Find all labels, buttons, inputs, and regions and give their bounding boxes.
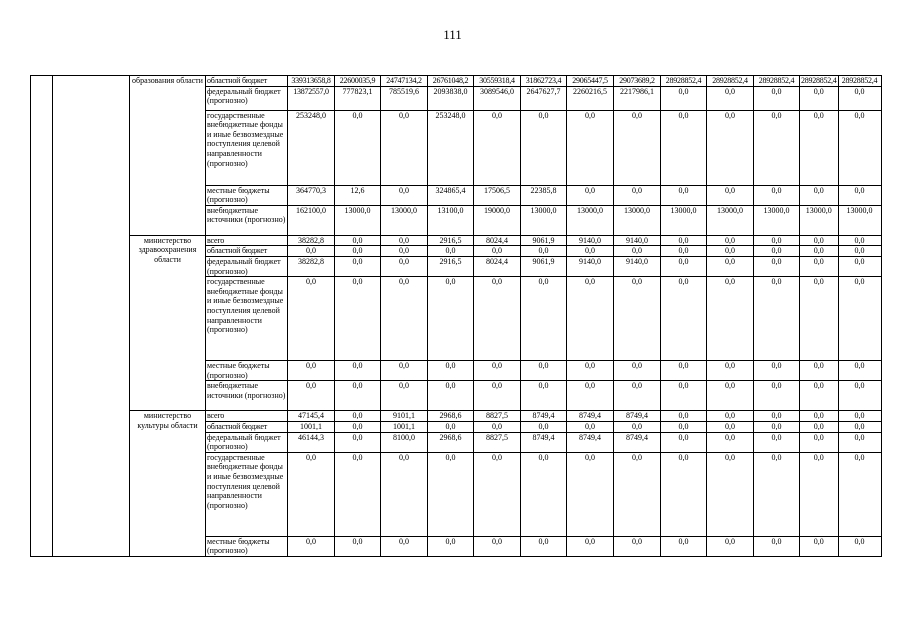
value-cell: 0,0	[838, 381, 881, 411]
value-cell: 253248,0	[428, 110, 474, 185]
value-cell: 13000,0	[800, 205, 839, 235]
value-cell: 0,0	[838, 246, 881, 257]
value-cell: 2217986,1	[614, 86, 661, 110]
value-cell: 24747134,2	[381, 76, 428, 87]
value-cell: 8749,4	[567, 432, 614, 452]
value-cell: 0,0	[754, 421, 800, 432]
value-cell: 0,0	[567, 452, 614, 536]
value-cell: 0,0	[521, 277, 567, 361]
value-cell: 0,0	[474, 536, 521, 556]
value-cell: 0,0	[474, 246, 521, 257]
value-cell: 0,0	[661, 185, 707, 205]
value-cell: 9061,9	[521, 256, 567, 276]
value-cell: 0,0	[661, 235, 707, 246]
value-cell: 0,0	[335, 361, 381, 381]
value-cell: 0,0	[800, 277, 839, 361]
value-cell: 0,0	[800, 361, 839, 381]
page-number: 111	[443, 27, 462, 42]
value-cell: 0,0	[474, 110, 521, 185]
funding-source-cell: федеральный бюджет (прогнозно)	[206, 432, 288, 452]
value-cell: 29073689,2	[614, 76, 661, 87]
value-cell: 0,0	[335, 536, 381, 556]
value-cell: 31862723,4	[521, 76, 567, 87]
value-cell: 0,0	[567, 246, 614, 257]
value-cell: 0,0	[614, 246, 661, 257]
value-cell: 13000,0	[521, 205, 567, 235]
value-cell: 22600035,9	[335, 76, 381, 87]
value-cell: 0,0	[567, 421, 614, 432]
value-cell: 0,0	[567, 110, 614, 185]
value-cell: 2968,6	[428, 432, 474, 452]
value-cell: 47145,4	[288, 411, 335, 422]
value-cell: 0,0	[335, 246, 381, 257]
value-cell: 777823,1	[335, 86, 381, 110]
value-cell: 0,0	[335, 381, 381, 411]
funding-source-cell: всего	[206, 235, 288, 246]
value-cell: 0,0	[661, 361, 707, 381]
value-cell: 0,0	[707, 361, 754, 381]
value-cell: 0,0	[838, 452, 881, 536]
value-cell: 0,0	[800, 536, 839, 556]
value-cell: 0,0	[800, 421, 839, 432]
value-cell: 0,0	[428, 361, 474, 381]
value-cell: 8749,4	[567, 411, 614, 422]
value-cell: 0,0	[614, 110, 661, 185]
value-cell: 0,0	[474, 452, 521, 536]
value-cell: 0,0	[707, 246, 754, 257]
value-cell: 0,0	[754, 277, 800, 361]
table-row	[31, 411, 882, 422]
value-cell: 0,0	[800, 381, 839, 411]
value-cell: 0,0	[661, 536, 707, 556]
left-margin-cell	[31, 76, 53, 557]
value-cell: 0,0	[707, 452, 754, 536]
value-cell: 0,0	[707, 185, 754, 205]
value-cell: 2093838,0	[428, 86, 474, 110]
value-cell: 0,0	[800, 185, 839, 205]
value-cell: 28928852,4	[838, 76, 881, 87]
value-cell: 9140,0	[614, 256, 661, 276]
value-cell: 0,0	[661, 86, 707, 110]
funding-source-cell: федеральный бюджет (прогнозно)	[206, 86, 288, 110]
value-cell: 0,0	[754, 235, 800, 246]
value-cell: 0,0	[474, 381, 521, 411]
value-cell: 0,0	[661, 411, 707, 422]
value-cell: 0,0	[567, 361, 614, 381]
value-cell: 0,0	[754, 361, 800, 381]
value-cell: 0,0	[335, 432, 381, 452]
value-cell: 9140,0	[614, 235, 661, 246]
value-cell: 0,0	[381, 536, 428, 556]
value-cell: 13000,0	[335, 205, 381, 235]
value-cell: 13000,0	[567, 205, 614, 235]
value-cell: 2968,6	[428, 411, 474, 422]
value-cell: 0,0	[288, 536, 335, 556]
value-cell: 29065447,5	[567, 76, 614, 87]
funding-source-cell: государственные внебюджетные фонды и иные безвозмездные поступления целевой направленности (прогнозно)	[206, 110, 288, 185]
value-cell: 0,0	[707, 432, 754, 452]
value-cell: 0,0	[428, 452, 474, 536]
value-cell: 0,0	[381, 235, 428, 246]
value-cell: 0,0	[800, 411, 839, 422]
value-cell: 38282,8	[288, 256, 335, 276]
value-cell: 0,0	[335, 256, 381, 276]
value-cell: 785519,6	[381, 86, 428, 110]
value-cell: 9140,0	[567, 235, 614, 246]
value-cell: 9140,0	[567, 256, 614, 276]
value-cell: 0,0	[474, 421, 521, 432]
value-cell: 0,0	[521, 536, 567, 556]
value-cell: 0,0	[754, 110, 800, 185]
value-cell: 0,0	[800, 110, 839, 185]
value-cell: 0,0	[381, 110, 428, 185]
value-cell: 0,0	[614, 277, 661, 361]
value-cell: 0,0	[838, 277, 881, 361]
value-cell: 0,0	[800, 432, 839, 452]
value-cell: 0,0	[288, 381, 335, 411]
value-cell: 0,0	[521, 110, 567, 185]
value-cell: 12,6	[335, 185, 381, 205]
value-cell: 0,0	[614, 421, 661, 432]
value-cell: 0,0	[521, 452, 567, 536]
value-cell: 0,0	[661, 256, 707, 276]
value-cell: 0,0	[335, 235, 381, 246]
value-cell: 0,0	[754, 536, 800, 556]
value-cell: 28928852,4	[801, 76, 837, 85]
value-cell: 162100,0	[288, 205, 335, 235]
funding-source-cell: областной бюджет	[206, 421, 288, 432]
funding-source-cell: внебюджетные источники (прогнозно)	[206, 381, 288, 411]
funding-source-cell: всего	[206, 411, 288, 422]
value-cell: 0,0	[661, 381, 707, 411]
executor-cell: министерство культуры области	[130, 411, 206, 557]
value-cell: 0,0	[838, 235, 881, 246]
value-cell: 0,0	[707, 536, 754, 556]
value-cell: 0,0	[521, 361, 567, 381]
table-body	[31, 76, 882, 557]
funding-source-cell: внебюджетные источники (прогнозно)	[206, 205, 288, 235]
value-cell: 26761048,2	[428, 76, 474, 87]
value-cell: 0,0	[754, 246, 800, 257]
value-cell: 9101,1	[381, 411, 428, 422]
value-cell: 0,0	[838, 411, 881, 422]
value-cell: 0,0	[707, 381, 754, 411]
value-cell: 0,0	[838, 185, 881, 205]
value-cell: 0,0	[474, 361, 521, 381]
value-cell: 22385,8	[521, 185, 567, 205]
value-cell: 0,0	[567, 185, 614, 205]
value-cell: 17506,5	[474, 185, 521, 205]
value-cell: 0,0	[567, 536, 614, 556]
funding-source-cell: государственные внебюджетные фонды и иные безвозмездные поступления целевой направленности (прогнозно)	[206, 452, 288, 536]
value-cell: 13000,0	[838, 205, 881, 235]
value-cell: 19000,0	[474, 205, 521, 235]
value-cell: 0,0	[614, 361, 661, 381]
value-cell: 0,0	[707, 277, 754, 361]
value-cell: 8827,5	[474, 411, 521, 422]
value-cell: 0,0	[335, 411, 381, 422]
value-cell: 8100,0	[381, 432, 428, 452]
funding-source-cell: местные бюджеты (прогнозно)	[206, 185, 288, 205]
value-cell: 0,0	[707, 86, 754, 110]
value-cell: 0,0	[754, 86, 800, 110]
value-cell: 339313658,8	[288, 76, 335, 87]
value-cell: 0,0	[707, 411, 754, 422]
value-cell: 0,0	[800, 235, 839, 246]
funding-source-cell: областной бюджет	[206, 246, 288, 257]
value-cell: 13000,0	[707, 205, 754, 235]
value-cell: 13100,0	[428, 205, 474, 235]
value-cell: 0,0	[754, 185, 800, 205]
value-cell: 2260216,5	[567, 86, 614, 110]
value-cell: 0,0	[288, 452, 335, 536]
value-cell: 0,0	[754, 381, 800, 411]
value-cell: 0,0	[335, 277, 381, 361]
funding-source-cell: местные бюджеты (прогнозно)	[206, 361, 288, 381]
value-cell: 0,0	[800, 86, 839, 110]
value-cell: 0,0	[428, 421, 474, 432]
value-cell: 0,0	[661, 277, 707, 361]
value-cell: 0,0	[838, 86, 881, 110]
value-cell: 0,0	[614, 381, 661, 411]
value-cell: 0,0	[661, 110, 707, 185]
value-cell: 9061,9	[521, 235, 567, 246]
value-cell: 0,0	[381, 381, 428, 411]
value-cell: 1001,1	[381, 421, 428, 432]
value-cell: 0,0	[428, 246, 474, 257]
value-cell: 0,0	[428, 277, 474, 361]
value-cell: 0,0	[838, 110, 881, 185]
value-cell: 0,0	[614, 185, 661, 205]
value-cell: 0,0	[428, 536, 474, 556]
value-cell: 3089546,0	[474, 86, 521, 110]
value-cell: 0,0	[800, 246, 839, 257]
value-cell: 0,0	[754, 256, 800, 276]
value-cell: 8024,4	[474, 256, 521, 276]
value-cell: 0,0	[381, 185, 428, 205]
value-cell: 8749,4	[614, 432, 661, 452]
value-cell: 8827,5	[474, 432, 521, 452]
value-cell: 38282,8	[288, 235, 335, 246]
value-cell: 2647627,7	[521, 86, 567, 110]
value-cell: 0,0	[381, 361, 428, 381]
value-cell: 0,0	[754, 432, 800, 452]
funding-source-cell: местные бюджеты (прогнозно)	[206, 536, 288, 556]
value-cell: 0,0	[335, 421, 381, 432]
funding-source-cell: государственные внебюджетные фонды и иные безвозмездные поступления целевой направленности (прогнозно)	[206, 277, 288, 361]
value-cell: 13872557,0	[288, 86, 335, 110]
table-row	[31, 76, 882, 87]
value-cell: 0,0	[661, 432, 707, 452]
value-cell: 0,0	[567, 381, 614, 411]
value-cell: 0,0	[521, 246, 567, 257]
value-cell: 0,0	[838, 256, 881, 276]
value-cell: 0,0	[567, 277, 614, 361]
value-cell: 0,0	[838, 421, 881, 432]
value-cell: 0,0	[838, 361, 881, 381]
value-cell: 30559318,4	[474, 76, 521, 87]
program-cell	[53, 76, 130, 557]
value-cell: 0,0	[838, 536, 881, 556]
value-cell: 0,0	[707, 256, 754, 276]
value-cell: 8024,4	[474, 235, 521, 246]
table-row	[31, 235, 882, 246]
value-cell: 0,0	[614, 452, 661, 536]
value-cell: 0,0	[661, 452, 707, 536]
value-cell: 0,0	[381, 246, 428, 257]
executor-cell: образования области	[130, 76, 206, 236]
executor-cell: министерство здравоохранения области	[130, 235, 206, 411]
value-cell: 8749,4	[521, 411, 567, 422]
value-cell: 13000,0	[614, 205, 661, 235]
budget-table	[30, 75, 882, 557]
value-cell: 13000,0	[754, 205, 800, 235]
value-cell: 0,0	[428, 381, 474, 411]
value-cell: 0,0	[474, 277, 521, 361]
value-cell: 0,0	[800, 452, 839, 536]
value-cell: 13000,0	[381, 205, 428, 235]
value-cell: 0,0	[381, 452, 428, 536]
value-cell: 253248,0	[288, 110, 335, 185]
value-cell: 0,0	[754, 452, 800, 536]
funding-source-cell: федеральный бюджет (прогнозно)	[206, 256, 288, 276]
value-cell: 0,0	[288, 361, 335, 381]
value-cell: 46144,3	[288, 432, 335, 452]
value-cell: 364770,3	[288, 185, 335, 205]
value-cell: 0,0	[521, 421, 567, 432]
value-cell: 0,0	[838, 432, 881, 452]
value-cell: 13000,0	[661, 205, 707, 235]
value-cell: 0,0	[381, 277, 428, 361]
value-cell: 0,0	[335, 452, 381, 536]
value-cell: 8749,4	[521, 432, 567, 452]
value-cell: 0,0	[800, 256, 839, 276]
value-cell: 0,0	[661, 421, 707, 432]
value-cell: 1001,1	[288, 421, 335, 432]
value-cell: 0,0	[707, 110, 754, 185]
value-cell: 0,0	[335, 110, 381, 185]
value-cell: 0,0	[661, 246, 707, 257]
value-cell: 8749,4	[614, 411, 661, 422]
value-cell: 0,0	[288, 246, 335, 257]
value-cell: 0,0	[707, 235, 754, 246]
value-cell: 28928852,4	[661, 76, 707, 87]
value-cell: 0,0	[521, 381, 567, 411]
value-cell: 2916,5	[428, 235, 474, 246]
value-cell: 0,0	[614, 536, 661, 556]
value-cell: 28928852,4	[754, 76, 800, 87]
value-cell: 2916,5	[428, 256, 474, 276]
value-cell: 0,0	[381, 256, 428, 276]
value-cell: 0,0	[707, 421, 754, 432]
value-cell: 0,0	[754, 411, 800, 422]
value-cell: 324865,4	[428, 185, 474, 205]
value-cell: 28928852,4	[707, 76, 754, 87]
funding-source-cell: областной бюджет	[206, 76, 288, 87]
value-cell: 0,0	[288, 277, 335, 361]
